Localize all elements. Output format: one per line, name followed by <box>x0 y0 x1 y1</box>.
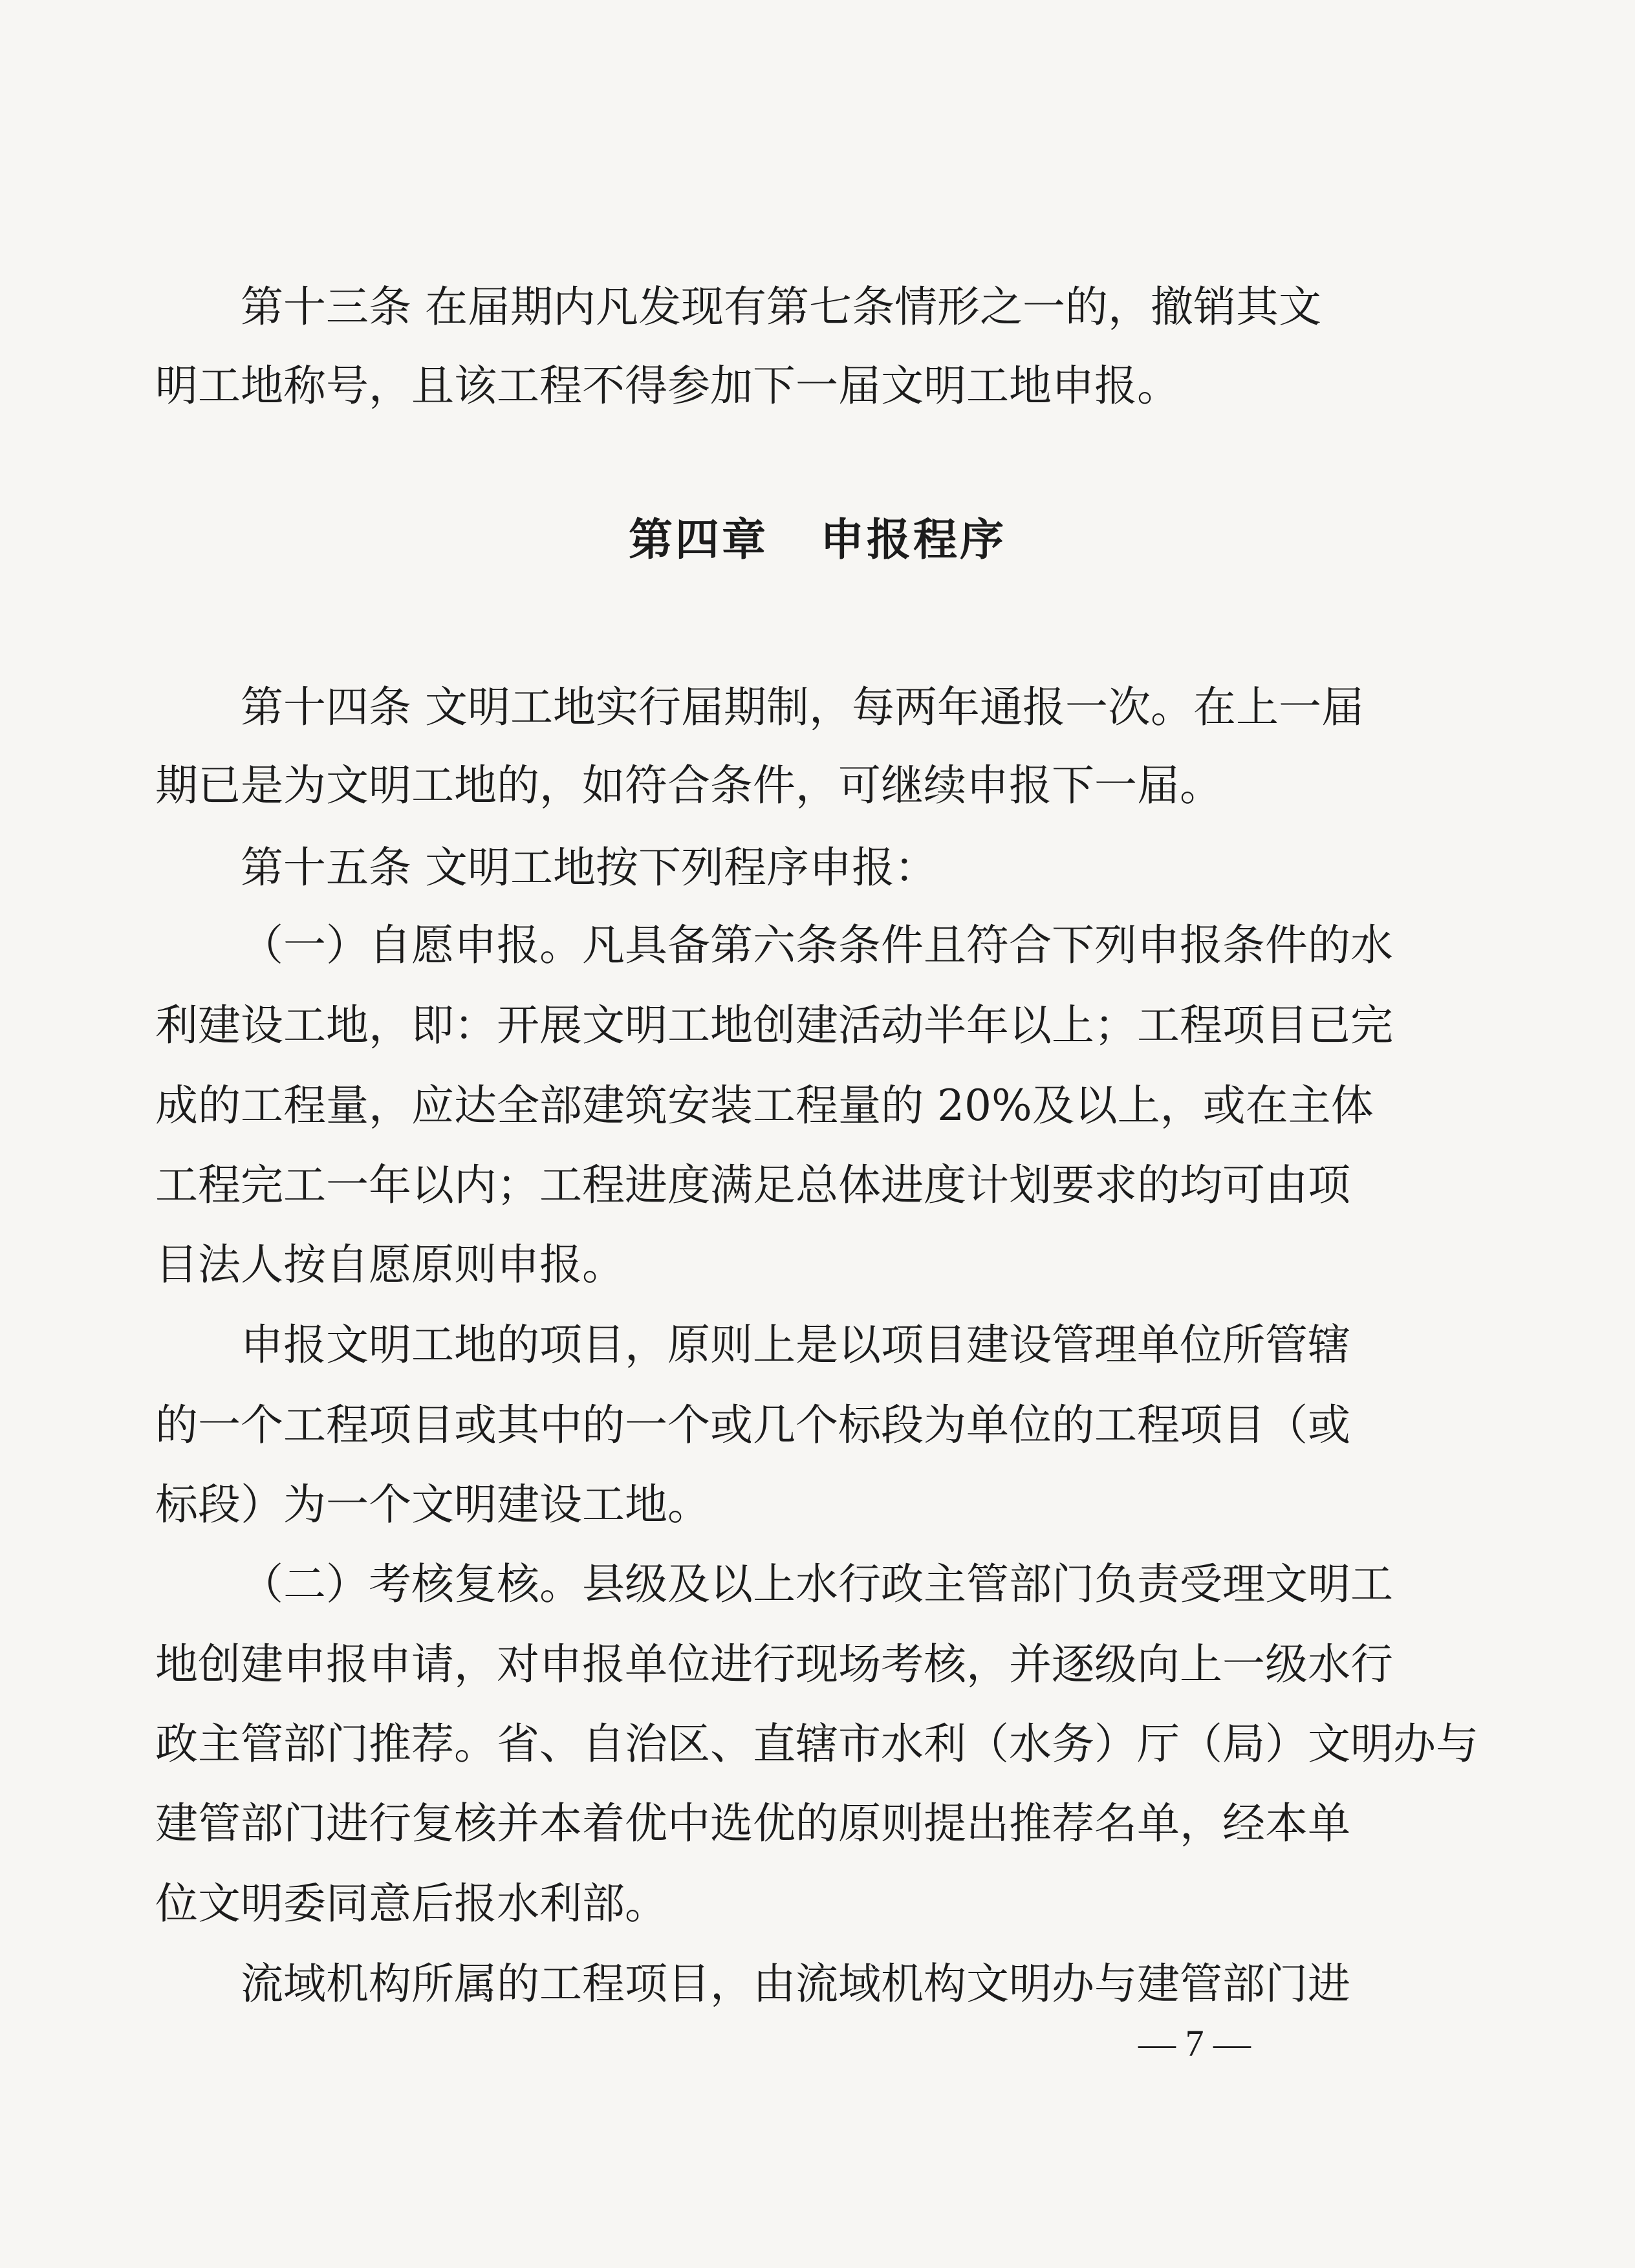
article-13-line-1: 第十三条 在届期内凡发现有第七条情形之一的，撤销其文 <box>241 282 1321 332</box>
article-14-line-1: 第十四条 文明工地实行届期制，每两年通报一次。在上一届 <box>241 682 1364 732</box>
item-2-line-5: 位文明委同意后报水利部。 <box>155 1879 667 1928</box>
article-14-line-2: 期已是为文明工地的，如符合条件，可继续申报下一届。 <box>155 761 1222 810</box>
item-1-line-5: 目法人按自愿原则申报。 <box>155 1240 625 1290</box>
project-scope-line-2: 的一个工程项目或其中的一个或几个标段为单位的工程项目（或 <box>155 1400 1350 1450</box>
item-1-line-1: （一）自愿申报。凡具备第六条条件且符合下列申报条件的水 <box>241 920 1393 970</box>
project-scope-line-3: 标段）为一个文明建设工地。 <box>155 1480 710 1529</box>
item-2-line-4: 建管部门进行复核并本着优中选优的原则提出推荐名单，经本单 <box>155 1798 1350 1848</box>
item-2-line-1: （二）考核复核。县级及以上水行政主管部门负责受理文明工 <box>241 1559 1393 1609</box>
article-15-line-1: 第十五条 文明工地按下列程序申报： <box>241 843 937 892</box>
item-1-line-4: 工程完工一年以内；工程进度满足总体进度计划要求的均可由项 <box>155 1160 1350 1210</box>
basin-projects-line-1: 流域机构所属的工程项目，由流域机构文明办与建管部门进 <box>241 1959 1350 2009</box>
article-13-line-2: 明工地称号，且该工程不得参加下一届文明工地申报。 <box>155 361 1180 411</box>
item-1-line-3: 成的工程量，应达全部建筑安装工程量的 20%及以上，或在主体 <box>155 1081 1374 1130</box>
chapter-title: 申报程序 <box>820 515 1007 566</box>
page-number: — 7 — <box>1138 2022 1251 2064</box>
item-1-line-2: 利建设工地，即：开展文明工地创建活动半年以上；工程项目已完 <box>155 1000 1393 1050</box>
project-scope-line-1: 申报文明工地的项目，原则上是以项目建设管理单位所管辖 <box>241 1320 1350 1370</box>
item-2-line-2: 地创建申报申请，对申报单位进行现场考核，并逐级向上一级水行 <box>155 1639 1393 1689</box>
chapter-number: 第四章 <box>628 515 768 566</box>
item-2-line-3: 政主管部门推荐。省、自治区、直辖市水利（水务）厅（局）文明办与 <box>155 1719 1478 1769</box>
chapter-heading <box>0 514 1635 567</box>
